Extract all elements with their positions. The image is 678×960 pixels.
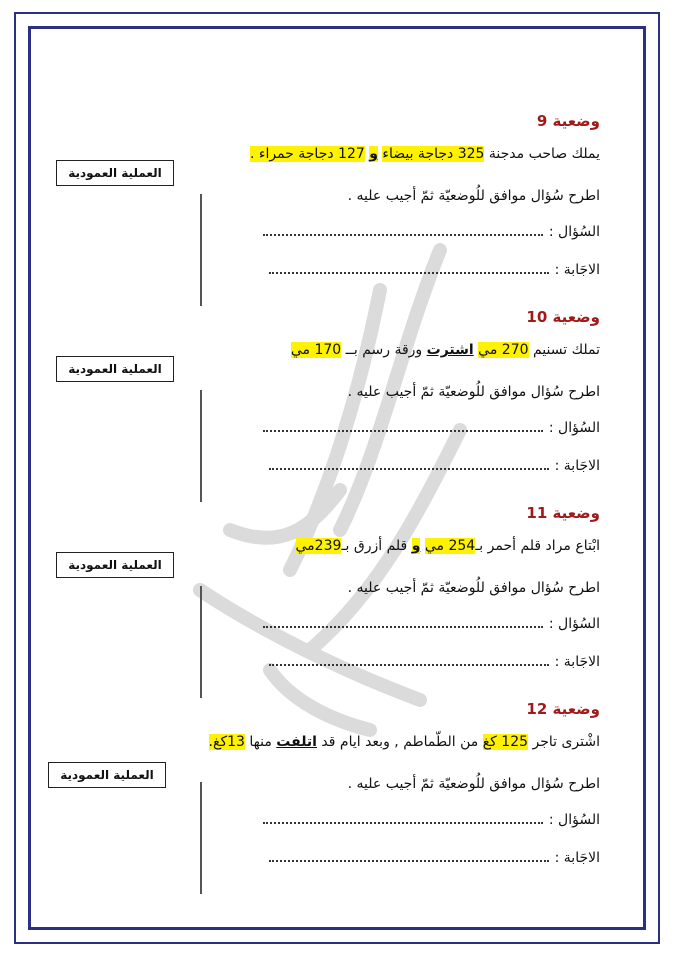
answer-line: الاجَابة : — [269, 654, 600, 670]
question-answer-space[interactable] — [263, 812, 543, 824]
exercise-statement: اشْترى تاجر 125 كغ من الطّماطم , وبعد ايام قد اتلفت منها 13كغ. — [208, 734, 600, 750]
answer-space[interactable] — [269, 850, 549, 862]
exercise-9 — [40, 112, 620, 307]
vertical-operation-box: العملية العمودية — [48, 762, 166, 788]
question-answer-space[interactable] — [263, 616, 543, 628]
exercise-title: وضعية 12 — [526, 700, 600, 718]
work-area-line — [200, 782, 202, 894]
vertical-operation-box: العملية العمودية — [56, 160, 174, 186]
answer-space[interactable] — [269, 654, 549, 666]
exercise-statement: تملك تسنيم 270 مي اشترت ورقة رسم بــ 170 مي — [290, 342, 600, 358]
question-answer-space[interactable] — [263, 420, 543, 432]
work-area-line — [200, 586, 202, 698]
exercise-10 — [40, 308, 620, 503]
instruction-text: اطرح سُؤال موافق للُوضعيّة ثمّ أجيب عليه . — [347, 776, 600, 792]
exercise-title: وضعية 11 — [526, 504, 600, 522]
vertical-operation-box: العملية العمودية — [56, 356, 174, 382]
answer-line: الاجَابة : — [269, 458, 600, 474]
exercise-11 — [40, 504, 620, 699]
vertical-operation-box: العملية العمودية — [56, 552, 174, 578]
question-line: السُؤال : — [263, 616, 600, 632]
work-area-line — [200, 390, 202, 502]
exercise-statement: يملك صاحب مدجنة 325 دجاجة بيضاء و 127 دجاجة حمراء . — [249, 146, 600, 162]
exercise-statement: ابْتاع مراد قلم أحمر بـ254 مي و قلم أزرق بـ239مي — [295, 538, 600, 554]
answer-line: الاجَابة : — [269, 850, 600, 866]
instruction-text: اطرح سُؤال موافق للُوضعيّة ثمّ أجيب عليه . — [347, 580, 600, 596]
instruction-text: اطرح سُؤال موافق للُوضعيّة ثمّ أجيب عليه . — [347, 384, 600, 400]
answer-space[interactable] — [269, 262, 549, 274]
answer-space[interactable] — [269, 458, 549, 470]
exercise-title: وضعية 9 — [536, 112, 600, 130]
question-line: السُؤال : — [263, 224, 600, 240]
question-answer-space[interactable] — [263, 224, 543, 236]
question-line: السُؤال : — [263, 812, 600, 828]
answer-line: الاجَابة : — [269, 262, 600, 278]
work-area-line — [200, 194, 202, 306]
exercise-title: وضعية 10 — [526, 308, 600, 326]
instruction-text: اطرح سُؤال موافق للُوضعيّة ثمّ أجيب عليه . — [347, 188, 600, 204]
exercise-12 — [40, 700, 620, 895]
question-line: السُؤال : — [263, 420, 600, 436]
